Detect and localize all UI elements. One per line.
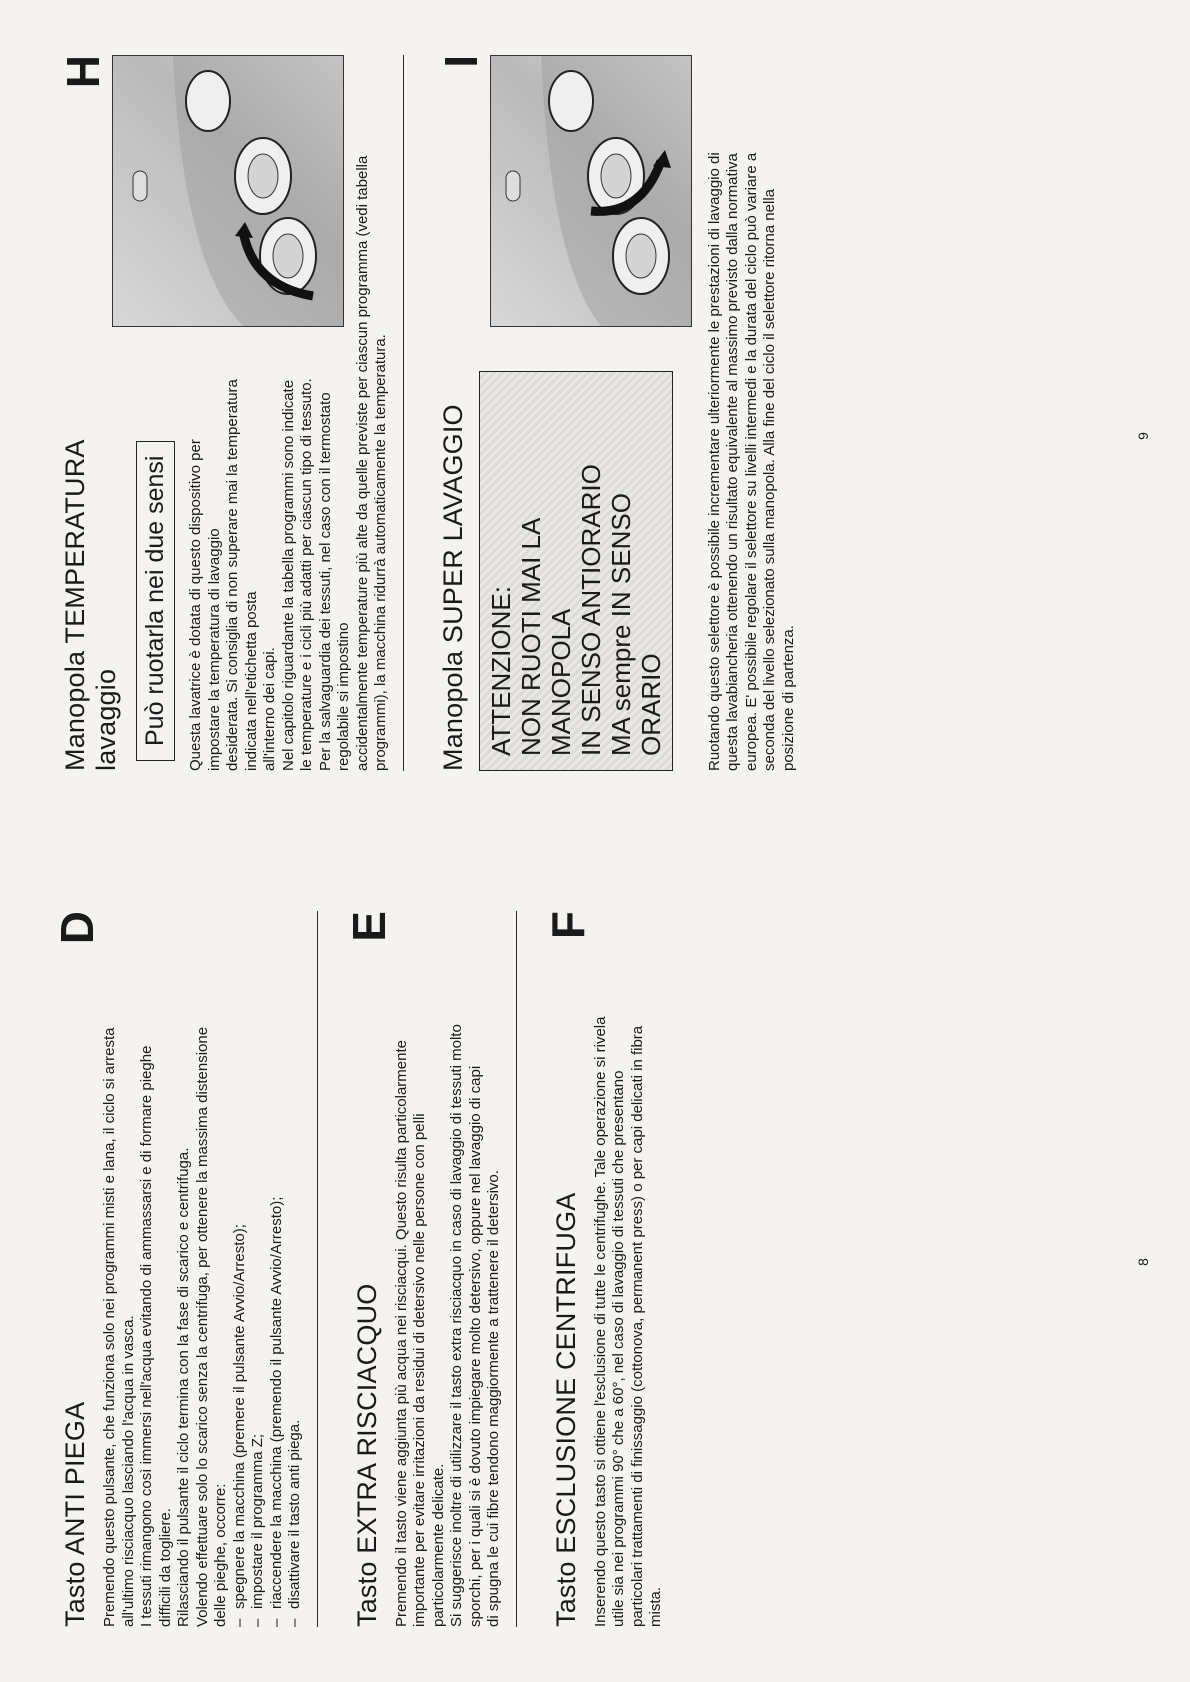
list-item: – riaccendere la macchina (premendo il pulsante Avvio/Arresto); bbox=[268, 911, 287, 1627]
page-number: 8 bbox=[1135, 1258, 1151, 1266]
temperature-knob-illustration bbox=[112, 55, 344, 327]
section-paragraph: Premendo questo pulsante, che funziona solo nei programmi misti e lana, il ciclo si arresta all'ultimo risciacquo lasciando l'acqua in vasca. I tessuti rimangono così immersi nell'acqua evitando di ammassarsi e di formare pieghe difficili da togliere. Rilasciando il pulsante il ciclo termina con la fase di scarico e centrifuga. Volendo effettuare solo lo scarico senza la centrifuga, per ottenere la massima distensione delle pieghe, occorre: bbox=[101, 1026, 229, 1627]
steps-list bbox=[231, 911, 305, 1627]
section-title: Tasto ANTI PIEGA bbox=[60, 1401, 90, 1627]
section-extra-risciacquo bbox=[334, 911, 517, 1627]
rotation-note: Può ruotarla nei due sensi bbox=[136, 441, 175, 761]
section-paragraph-continued: accidentalmente temperature più alte da quelle previste per ciascun programma (vedi tabella programmi), la macchina ridurrà automaticamente la temperatura. bbox=[353, 155, 389, 771]
section-title: Manopola TEMPERATURA lavaggio bbox=[60, 440, 121, 771]
section-letter: I bbox=[434, 55, 487, 68]
page-number: 9 bbox=[1135, 432, 1151, 440]
section-letter: F bbox=[541, 911, 594, 940]
section-anti-piega bbox=[51, 911, 318, 1627]
page-left bbox=[0, 841, 1190, 1682]
section-title: Tasto ESCLUSIONE CENTRIFUGA bbox=[550, 1192, 581, 1627]
list-item: – impostare il programma Z; bbox=[249, 911, 268, 1627]
section-super-lavaggio bbox=[420, 55, 811, 771]
section-esclusione-centrifuga bbox=[533, 911, 678, 1627]
section-letter: E bbox=[342, 911, 395, 942]
section-temperatura bbox=[57, 55, 404, 771]
list-item: – disattivare il tasto anti piega. bbox=[286, 911, 305, 1627]
section-paragraph: Inserendo questo tasto si ottiene l'esclusione di tutte le centrifughe. Tale operazione si rivela utile sia nei programmi 90° che a 60°, nel caso di lavaggio di tessuti che presentano particolari trattamenti di finissaggio (cottonova, permanent press) o per capi delicati in fibra mista. bbox=[591, 1016, 664, 1627]
section-letter: H bbox=[57, 55, 109, 89]
list-item: – spegnere la macchina (premere il pulsante Avvio/Arresto); bbox=[231, 911, 250, 1627]
section-letter: D bbox=[51, 911, 103, 945]
section-title: Manopola SUPER LAVAGGIO bbox=[437, 404, 468, 771]
section-paragraph: Questa lavatrice è dotata di questo dispositivo per impostare la temperatura di lavaggio desiderata. Si consiglia di non superare mai la temperatura indicata nell'etichetta posta all'interno dei capi. Nel capitolo riguardante la tabella programmi sono indicate le temperature e i cicli più adatti per ciascun tipo di tessuto. Per la salvaguardia dei tessuti, nel caso con il termostato regolabile si impostino bbox=[187, 378, 352, 771]
section-title: Tasto EXTRA RISCIACQUO bbox=[351, 1283, 382, 1627]
warning-box: ATTENZIONE: NON RUOTI MAI LA MANOPOLA IN SENSO ANTIORARIO MA sempre IN SENSO ORARIO bbox=[479, 371, 673, 771]
section-paragraph: Premendo il tasto viene aggiunta più acqua nei risciacqui. Questo risulta particolarmente importante per evitare irritazioni da residui di detersivo nelle persone con pelli particolarmente delicate. Si suggerisce inoltre di utilizzare il tasto extra risciacquo in caso di lavaggio di tessuti molto sporchi, per i quali si è dovuto impiegare molto detersivo, oppure nel lavaggio di capi di spugna le cui fibre tendono maggiormente a trattenere il detersivo. bbox=[392, 1024, 502, 1627]
section-paragraph: Ruotando questo selettore è possibile incrementare ulteriormente le prestazioni di lavaggio di questa lavabiancheria ottenendo un risultato equivalente al massimo previsto dalla normativa europea. E' possibile regolare il selettore su livelli intermedi e la durata del ciclo può variare a seconda del livello selezionato sulla manopola. Alla fine del ciclo il selettore ritorna nella posizione di partenza. bbox=[705, 152, 797, 771]
super-lavaggio-knob-illustration bbox=[490, 55, 692, 327]
